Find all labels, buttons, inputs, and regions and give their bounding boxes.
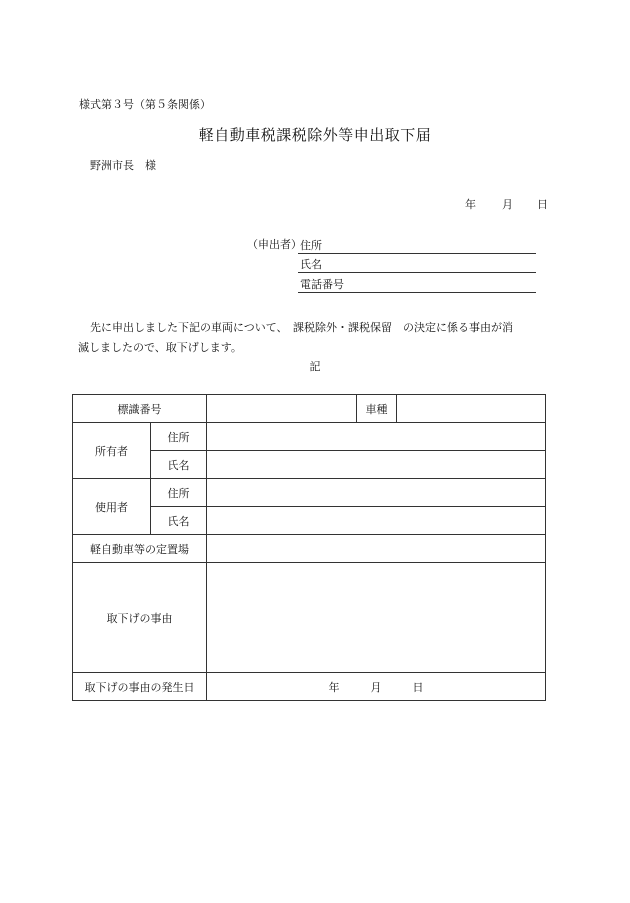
vehicle-type-label: 車種	[357, 395, 397, 423]
owner-address-value[interactable]	[207, 423, 546, 451]
applicant-name-label: 氏名	[300, 258, 322, 271]
owner-name-label: 氏名	[151, 451, 207, 479]
date-month-label: 月	[502, 198, 513, 211]
body-line-2: 滅しましたので、取下げします。	[78, 341, 242, 354]
user-label: 使用者	[73, 479, 151, 535]
occurrence-date-value[interactable]	[207, 673, 546, 701]
table-row	[73, 535, 546, 563]
withdrawal-reason-label: 取下げの事由	[73, 563, 207, 673]
table-row	[73, 563, 546, 673]
plate-number-label: 標識番号	[73, 395, 207, 423]
vehicle-table	[72, 394, 546, 701]
user-address-label: 住所	[151, 479, 207, 507]
applicant-address-label: 住所	[300, 239, 322, 252]
applicant-name-field[interactable]	[298, 255, 536, 273]
table-row	[73, 673, 546, 701]
user-name-label: 氏名	[151, 507, 207, 535]
owner-name-value[interactable]	[207, 451, 546, 479]
table-row	[73, 423, 546, 451]
table-row	[73, 395, 546, 423]
applicant-label: （申出者）	[247, 238, 302, 251]
user-name-value[interactable]	[207, 507, 546, 535]
date-day-label: 日	[537, 198, 548, 211]
storage-place-label: 軽自動車等の定置場	[73, 535, 207, 563]
addressee: 野洲市長 様	[90, 159, 156, 172]
form-number: 様式第３号（第５条関係）	[79, 98, 211, 111]
applicant-address-field[interactable]	[298, 236, 536, 254]
occurrence-month-label: 月	[370, 680, 382, 694]
body-line-1: 先に申出しました下記の車両について、 課税除外・課税保留 の決定に係る事由が消	[90, 321, 514, 334]
vehicle-type-value[interactable]	[397, 395, 546, 423]
date-year-label: 年	[465, 198, 476, 211]
occurrence-year-label: 年	[328, 680, 340, 694]
body-text	[78, 318, 560, 358]
applicant-phone-label: 電話番号	[300, 278, 344, 291]
user-address-value[interactable]	[207, 479, 546, 507]
applicant-phone-field[interactable]	[298, 275, 536, 293]
storage-place-value[interactable]	[207, 535, 546, 563]
table-row	[73, 479, 546, 507]
ki-marker: 記	[309, 360, 321, 373]
owner-address-label: 住所	[151, 423, 207, 451]
occurrence-day-label: 日	[412, 680, 424, 694]
occurrence-date-label: 取下げの事由の発生日	[73, 673, 207, 701]
form-title: 軽自動車税課税除外等申出取下届	[198, 126, 432, 144]
withdrawal-reason-value[interactable]	[207, 563, 546, 673]
plate-number-value[interactable]	[207, 395, 357, 423]
owner-label: 所有者	[73, 423, 151, 479]
